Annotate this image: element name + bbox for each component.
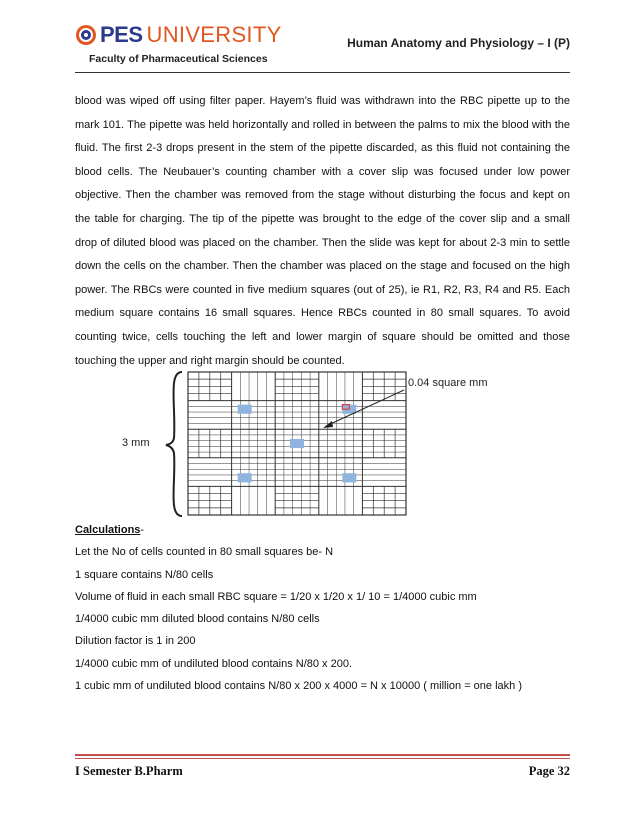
page-header (75, 22, 570, 72)
procedure-paragraph: blood was wiped off using filter paper. Hayem’s fluid was withdrawn into the RBC pipette up to the mark 101. The pipette was held horizontally and rolled in between the palms to mix the blood with the fluid. The first 2-3 drops present in the stem of the pipette discarded, as this fluid not containing the blood cells. The Neubauer’s counting chamber with a cover slip was focused under low power objective. Then the chamber was removed from the stage without disturbing the focus and kept on the table for charging. The tip of the pipette was brought to the edge of the cover slip and a small drop of diluted blood was placed on the chamber. Then the slide was kept for about 2-3 min to settle down the cells on the chamber. Then the chamber was placed on the stage and focused on the high power. The RBCs were counted in five medium squares (out of 25), ie R1, R2, R3, R4 and R5. Each medium square contains 16 small squares. Hence RBCs counted in 80 small squares. To avoid counting twice, cells touching the left and lower margin of square should be omitted and those touching the upper and right margin should be counted. (75, 95, 570, 367)
chamber-grid (188, 372, 406, 515)
rbc-counting-square (238, 473, 252, 482)
calculation-line: Dilution factor is 1 in 200 (75, 635, 196, 648)
course-title: Human Anatomy and Physiology – I (P) (347, 36, 570, 50)
university-logo (75, 22, 282, 48)
calculation-line: Let the No of cells counted in 80 small squares be- N (75, 546, 334, 559)
small-square-area-label: 0.04 square mm (408, 377, 488, 389)
footer-divider-thin (75, 758, 570, 759)
header-divider (75, 72, 570, 73)
side-dimension-label: 3 mm (122, 437, 150, 449)
calculations-title: Calculations (75, 524, 141, 536)
university-emblem-icon (75, 24, 97, 46)
calculations-title-suffix: - (140, 524, 145, 536)
rbc-counting-square (290, 439, 304, 448)
calculation-line: 1 square contains N/80 cells (75, 568, 214, 581)
calculation-line: 1/4000 cubic mm of undiluted blood contains N/80 x 200. (75, 657, 353, 670)
neubauer-chamber-figure (120, 368, 520, 518)
logo-pes-text: PES (100, 22, 143, 47)
calculation-line: Volume of fluid in each small RBC square = 1/20 x 1/20 x 1/ 10 = 1/4000 cubic mm (75, 590, 477, 603)
faculty-name: Faculty of Pharmaceutical Sciences (89, 53, 268, 65)
counting-grid-diagram (120, 368, 520, 518)
rbc-counting-square (238, 405, 252, 414)
dimension-brace (166, 372, 182, 516)
semester-label: I Semester B.Pharm (75, 764, 183, 778)
footer-divider-thick (75, 754, 570, 756)
calculations-heading (75, 519, 570, 541)
calculation-line: 1/4000 cubic mm diluted blood contains N/80 cells (75, 613, 320, 626)
calculations-section (75, 519, 570, 697)
rbc-counting-square (342, 473, 356, 482)
page-number: Page 32 (528, 764, 570, 778)
logo-university-text: UNIVERSITY (146, 22, 282, 47)
calculation-line: 1 cubic mm of undiluted blood contains N/80 x 200 x 4000 = N x 10000 ( million = one lakh ) (75, 680, 522, 693)
